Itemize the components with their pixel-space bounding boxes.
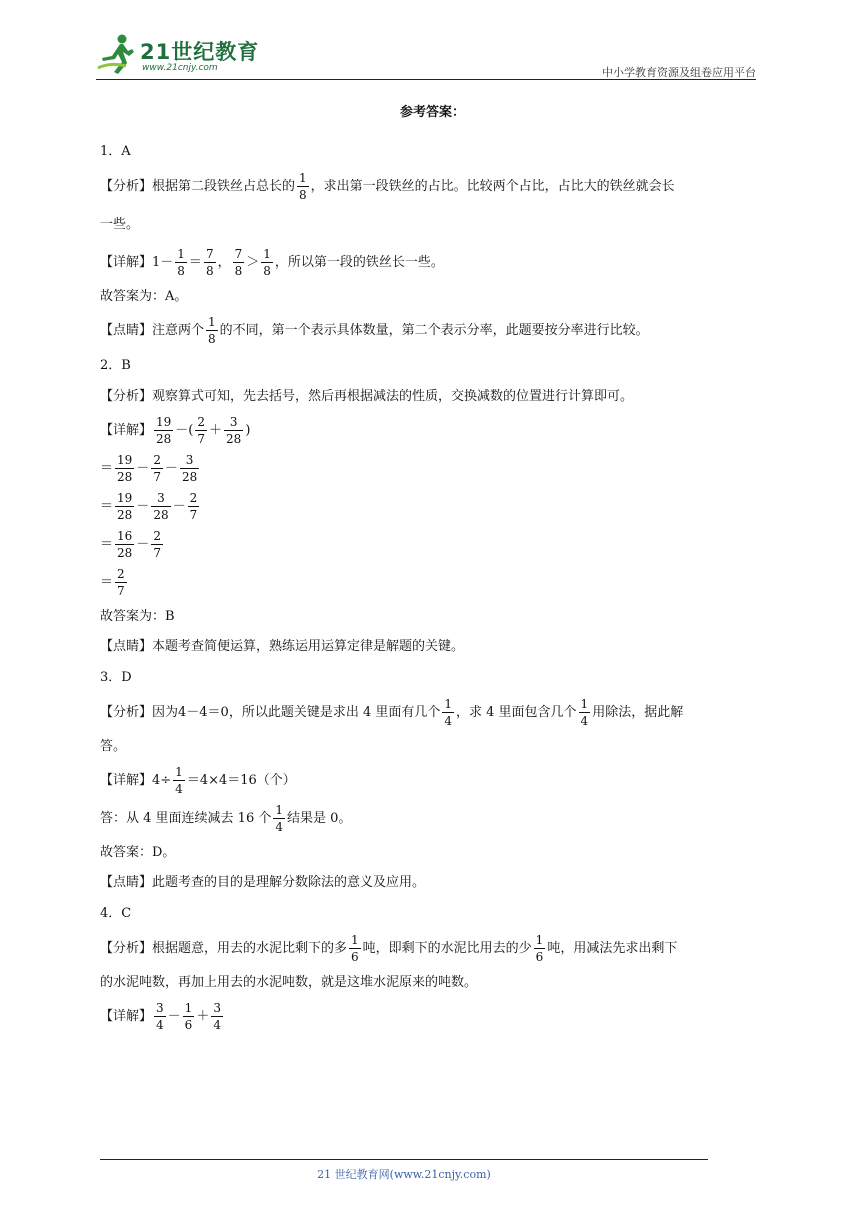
fraction: $\frac{7}{8}$ bbox=[205, 247, 214, 278]
q4-analysis: 【分析】根据题意，用去的水泥比剩下的多 $\frac{1}{6}$ 吨，即剩下的水泥比用去的少 $\frac{1}{6}$ 吨，用减法先求出剩下 bbox=[100, 933, 678, 964]
q1-analysis-cont: 一些。 bbox=[100, 217, 140, 232]
fraction: $\frac{3}{4}$ bbox=[156, 1001, 164, 1032]
fraction: $\frac{1}{6}$ bbox=[184, 1001, 193, 1032]
fraction: $\frac{1}{4}$ bbox=[275, 803, 283, 834]
q2-point: 【点睛】本题考查简便运算，熟练运用运算定律是解题的关键。 bbox=[100, 639, 465, 654]
fraction: $\frac{16}{28}$ bbox=[117, 529, 133, 560]
q3-number: 3．D bbox=[100, 670, 132, 685]
q3-reply: 答：从 4 里面连续减去 16 个 $\frac{1}{4}$ 结果是 0。 bbox=[100, 803, 352, 834]
fraction: $\frac{19}{28}$ bbox=[117, 453, 133, 484]
q3-point: 【点睛】此题考查的目的是理解分数除法的意义及应用。 bbox=[100, 875, 426, 890]
q1-number: 1．A bbox=[100, 144, 131, 159]
q1-point: 【点睛】注意两个 $\frac{1}{8}$ 的不同，第一个表示具体数量，第二个表示分率，此题要按分率进行比较。 bbox=[100, 315, 649, 346]
page-header bbox=[96, 30, 756, 78]
fraction: $\frac{19}{28}$ bbox=[117, 491, 133, 522]
fraction: $\frac{3}{28}$ bbox=[153, 491, 169, 522]
q3-answer: 故答案：D。 bbox=[100, 845, 176, 860]
fraction: $\frac{2}{7}$ bbox=[117, 567, 125, 598]
q4-analysis-cont: 的水泥吨数，再加上用去的水泥吨数，就是这堆水泥原来的吨数。 bbox=[100, 975, 478, 990]
fraction: $\frac{2}{7}$ bbox=[189, 491, 198, 522]
site-logo bbox=[96, 30, 266, 76]
q1-detail: 【详解】1－ $\frac{1}{8}$ ＝ $\frac{7}{8}$ ， $\frac{7}{8}$ ＞ $\frac{1}{8}$ ，所以第一段的铁丝长一些。 bbox=[100, 247, 444, 278]
footer-link[interactable]: 21 世纪教育网(www.21cnjy.com) bbox=[317, 1168, 491, 1181]
fraction: $\frac{1}{8}$ bbox=[263, 247, 271, 278]
footer-divider bbox=[100, 1159, 708, 1160]
logo-text: 21世纪教育 bbox=[140, 40, 260, 64]
q2-number: 2．B bbox=[100, 358, 131, 373]
q3-analysis: 【分析】因为4－4＝0，所以此题关键是求出 4 里面有几个 $\frac{1}{4}$ ，求 4 里面包含几个 $\frac{1}{4}$ 用除法，据此解 bbox=[100, 697, 684, 728]
answer-content bbox=[100, 95, 765, 1036]
q2-analysis: 【分析】观察算式可知，先去括号，然后再根据减法的性质，交换减数的位置进行计算即可。 bbox=[100, 389, 634, 404]
header-platform-text: 中小学教育资源及组卷应用平台 bbox=[602, 66, 756, 79]
fraction: $\frac{2}{7}$ bbox=[153, 453, 161, 484]
fraction: $\frac{3}{4}$ bbox=[213, 1001, 221, 1032]
runner-logo-icon bbox=[96, 32, 140, 76]
q2-detail-line-2: ＝ $\frac{19}{28}$ － $\frac{2}{7}$ － $\frac{3}{28}$ bbox=[100, 453, 198, 484]
logo-url: www.21cnjy.com bbox=[142, 63, 218, 73]
q1-answer: 故答案为：A。 bbox=[100, 289, 188, 304]
fraction: $\frac{1}{6}$ bbox=[535, 933, 544, 964]
q1-analysis: 【分析】根据第二段铁丝占总长的 $\frac{1}{8}$ ，求出第一段铁丝的占比。比较两个占比，占比大的铁丝就会长 bbox=[100, 171, 675, 202]
fraction: $\frac{7}{8}$ bbox=[234, 247, 243, 278]
q4-detail: 【详解】 $\frac{3}{4}$ － $\frac{1}{6}$ ＋ $\frac{3}{4}$ bbox=[100, 1001, 221, 1032]
fraction: $\frac{1}{8}$ bbox=[208, 315, 216, 346]
q2-detail-line-3: ＝ $\frac{19}{28}$ － $\frac{3}{28}$ － $\frac{2}{7}$ bbox=[100, 491, 198, 522]
q2-detail-line-5: ＝ $\frac{2}{7}$ bbox=[100, 567, 125, 598]
header-divider bbox=[96, 79, 756, 80]
fraction: $\frac{3}{28}$ bbox=[226, 415, 242, 446]
q2-answer: 故答案为：B bbox=[100, 609, 175, 624]
q3-detail: 【详解】4÷ $\frac{1}{4}$ ＝4×4＝16（个） bbox=[100, 765, 296, 796]
q2-detail-line-4: ＝ $\frac{16}{28}$ － $\frac{2}{7}$ bbox=[100, 529, 161, 560]
fraction: $\frac{1}{8}$ bbox=[177, 247, 185, 278]
fraction: $\frac{1}{4}$ bbox=[580, 697, 589, 728]
fraction: $\frac{1}{6}$ bbox=[351, 933, 359, 964]
fraction: $\frac{1}{4}$ bbox=[444, 697, 452, 728]
fraction: $\frac{1}{4}$ bbox=[175, 765, 183, 796]
fraction: $\frac{2}{7}$ bbox=[153, 529, 161, 560]
fraction: $\frac{2}{7}$ bbox=[197, 415, 206, 446]
q3-analysis-cont: 答。 bbox=[100, 739, 127, 754]
page-title: 参考答案： bbox=[399, 105, 465, 120]
fraction: $\frac{19}{28}$ bbox=[156, 415, 172, 446]
q4-number: 4．C bbox=[100, 906, 132, 921]
q2-detail-line-1: 【详解】 $\frac{19}{28}$ －( $\frac{2}{7}$ ＋ $\frac{3}{28}$ ) bbox=[100, 415, 251, 446]
fraction: $\frac{1}{8}$ bbox=[299, 171, 307, 202]
fraction: $\frac{3}{28}$ bbox=[181, 453, 198, 484]
